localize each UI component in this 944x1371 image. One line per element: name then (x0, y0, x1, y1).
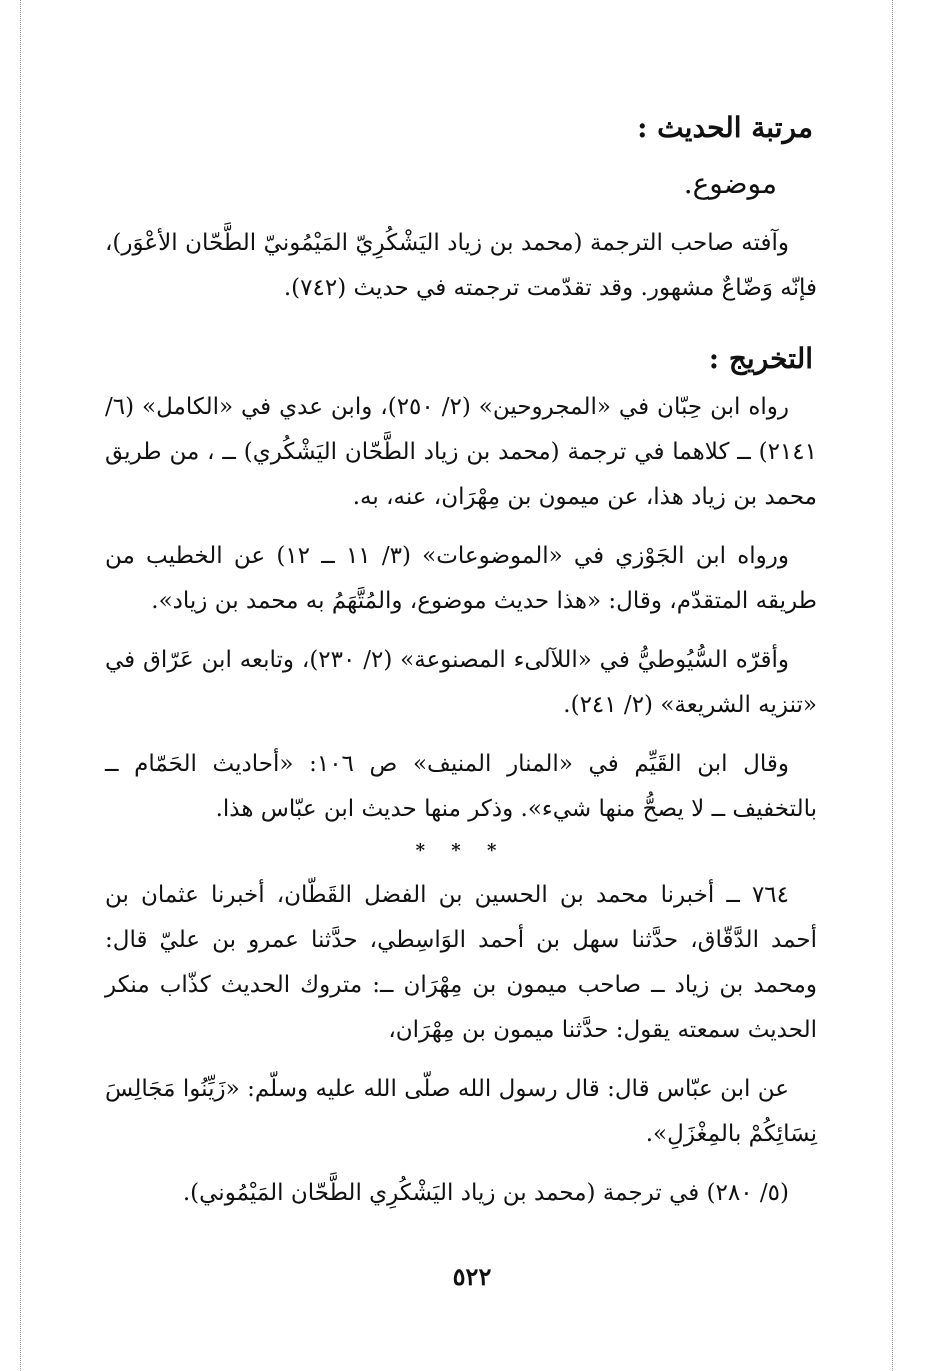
status-verdict: موضوع. (683, 167, 777, 201)
margin-dotted-line-right (892, 0, 893, 1371)
status-heading: مرتبة الحديث : (637, 111, 813, 144)
takhrij-heading: التخريج : (708, 341, 813, 375)
takhrij-paragraph-2: ورواه ابن الجَوْزي في «الموضوعات» (٣/ ١١ ــ ١٢) عن الخطيب من طريقه المتقدّم، وقال: «هذا حديث موضوع، والمُتَّهَمُ به محمد بن زياد». (105, 543, 817, 615)
hadith-reference: (٥/ ٢٨٠) في ترجمة (محمد بن زياد اليَشْكُرِي الطَّحّان المَيْمُوني). (182, 1180, 789, 1207)
page-number: ٥٢٢ (452, 1262, 492, 1291)
page-body (105, 110, 817, 1216)
takhrij-paragraph-4: وقال ابن القَيِّم في «المنار المنيف» ص ١٠٦: «أحاديث الحَمّام ــ بالتخفيف ــ لا يصحُّ منها شيء». وذكر منها حديث ابن عبّاس هذا. (105, 751, 817, 823)
takhrij-paragraph-3: وأقرّه السُّيُوطيُّ في «اللآلىء المصنوعة» (٢/ ٢٣٠)، وتابعه ابن عَرّاق في «تنزيه الشريعة» (٢/ ٢٤١). (105, 647, 817, 719)
takhrij-paragraph-1: رواه ابن حِبّان في «المجروحين» (٢/ ٢٥٠)، وابن عدي في «الكامل» (٦/ ٢١٤١) ــ كلاهما في ترجمة (محمد بن زياد الطَّحّان اليَشْكُري) ــ ، من طريق محمد بن زياد هذا، عن ميمون بن مِهْرَان، عنه، به. (105, 394, 817, 511)
hadith-isnad: ٧٦٤ ــ أخبرنا محمد بن الحسين بن الفضل القَطّان، أخبرنا عثمان بن أحمد الدَّقّاق، حدَّثنا سهل بن أحمد الوَاسِطي، حدَّثنا عمرو بن عليّ قال: ومحمد بن زياد ــ صاحب ميمون بن مِهْرَان ــ: متروك الحديث كذّاب منكر الحديث سمعته يقول: حدَّثنا ميمون بن مِهْرَان، (105, 882, 817, 1044)
section-separator: * * * (415, 840, 507, 862)
margin-dotted-line-left (20, 0, 21, 1371)
culprit-paragraph: وآفته صاحب الترجمة (محمد بن زياد اليَشْكُرِيّ المَيْمُونيّ الطَّحّان الأعْوَر)، فإنّه وَضّاعٌ مشهور. وقد تقدّمت ترجمته في حديث (٧٤٢). (105, 229, 817, 301)
hadith-matn: عن ابن عبّاس قال: قال رسول الله صلّى الله عليه وسلّم: «زَيِّنُوا مَجَالِسَ نِسَائِكُمْ بالمِغْزَلِ». (105, 1076, 817, 1148)
